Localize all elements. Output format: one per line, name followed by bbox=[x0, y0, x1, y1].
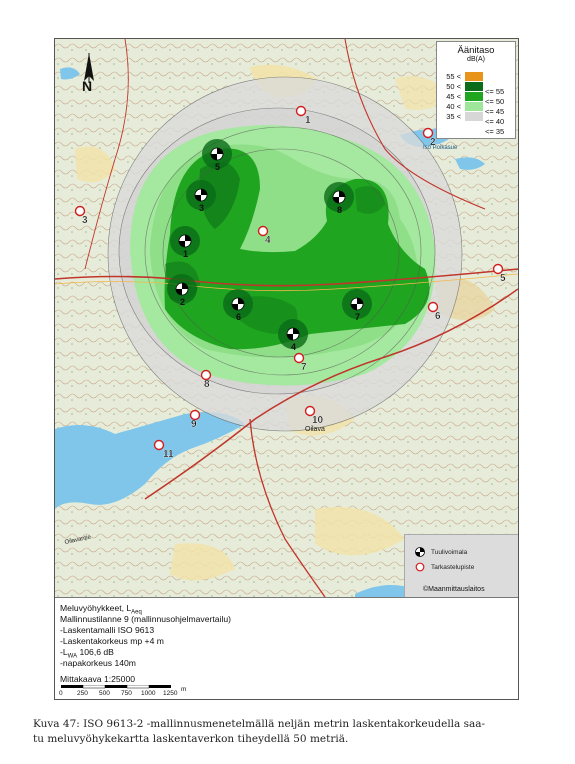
road-label: Oilavantie bbox=[64, 534, 92, 546]
turbine-icon bbox=[415, 547, 425, 557]
turbine-number-label: 4 bbox=[291, 342, 297, 352]
turbine-number-label: 7 bbox=[355, 312, 361, 322]
scale-tick: 0 bbox=[59, 690, 63, 697]
noise-map-figure bbox=[54, 38, 519, 700]
scale-tick: 250 bbox=[77, 690, 88, 697]
info-line: -Laskentamalli ISO 9613 bbox=[60, 625, 155, 635]
observation-point-label: 1 bbox=[305, 115, 311, 126]
town-label: Oilava bbox=[305, 426, 325, 433]
legend-upper: <= 45 bbox=[485, 107, 505, 116]
observation-point-label: 4 bbox=[265, 235, 271, 246]
info-title-sub: Aeq bbox=[131, 609, 142, 616]
caption-line: tu meluvyöhykekartta laskentaverkon tiheydellä 50 metriä. bbox=[33, 733, 349, 745]
scale-tick: 500 bbox=[99, 690, 110, 697]
observation-point-label: 7 bbox=[301, 362, 307, 373]
turbine-number-label: 2 bbox=[180, 297, 186, 307]
info-line: -napakorkeus 140m bbox=[60, 658, 136, 668]
map-info-panel bbox=[55, 597, 518, 700]
info-title-text: Meluvyöhykkeet, L bbox=[60, 603, 132, 613]
legend-upper: <= 40 bbox=[485, 117, 505, 126]
legend-lower: 55 < bbox=[446, 72, 461, 81]
legend-upper: <= 35 bbox=[485, 127, 505, 136]
noise-legend bbox=[436, 41, 516, 139]
legend-row bbox=[441, 92, 513, 106]
turbine-number-label: 3 bbox=[199, 203, 205, 213]
legend-row bbox=[441, 82, 513, 96]
turbine-number-label: 6 bbox=[236, 312, 242, 322]
figure-caption bbox=[33, 717, 553, 747]
legend-swatch bbox=[465, 112, 483, 121]
observation-point-label: 5 bbox=[500, 273, 506, 284]
legend-upper: <= 50 bbox=[485, 97, 505, 106]
info-lwa-prefix: -L bbox=[60, 647, 68, 657]
lake-label: Iso Poikasue bbox=[423, 145, 458, 151]
info-line: -Laskentakorkeus mp +4 m bbox=[60, 636, 164, 646]
legend-lower: 40 < bbox=[446, 102, 461, 111]
legend-upper: <= 55 bbox=[485, 87, 505, 96]
observation-point-label: 6 bbox=[435, 311, 441, 322]
scale-tick: 1000 bbox=[141, 690, 156, 697]
turbine-number-label: 8 bbox=[337, 205, 343, 215]
info-line: Mallinnustilanne 9 (mallinnusohjelmavertailu) bbox=[60, 614, 232, 624]
info-lwa-value: 106,6 dB bbox=[77, 647, 114, 657]
caption-line: Kuva 47: ISO 9613-2 -mallinnusmenetelmällä neljän metrin laskentakorkeudella saa- bbox=[33, 718, 486, 730]
point-label: Tarkastelupiste bbox=[431, 564, 475, 571]
legend-row bbox=[441, 112, 513, 126]
scale-title: Mittakaava 1:25000 bbox=[60, 674, 136, 684]
point-icon bbox=[415, 562, 425, 572]
legend-title: Äänitaso bbox=[457, 45, 495, 56]
scale-tick: 750 bbox=[121, 690, 132, 697]
legend-swatch bbox=[465, 92, 483, 101]
observation-point-label: 3 bbox=[82, 215, 88, 226]
legend-unit: dB(A) bbox=[467, 56, 485, 63]
legend-swatch bbox=[465, 72, 483, 81]
legend-lower: 50 < bbox=[446, 82, 461, 91]
observation-point-label: 9 bbox=[191, 419, 197, 430]
turbine-label: Tuulivoimala bbox=[431, 549, 468, 556]
observation-point-label: 10 bbox=[312, 415, 324, 426]
legend-lower: 35 < bbox=[446, 112, 461, 121]
legend-lower: 45 < bbox=[446, 92, 461, 101]
info-lwa-sub: WA bbox=[67, 653, 78, 660]
observation-point-label: 8 bbox=[204, 379, 210, 390]
copyright-text: ©Maanmittauslaitos bbox=[423, 586, 485, 593]
observation-point-label: 2 bbox=[430, 137, 436, 148]
north-label: N bbox=[82, 78, 93, 94]
legend-swatch bbox=[465, 82, 483, 91]
turbine-number-label: 1 bbox=[183, 249, 189, 259]
scale-tick: 1250 bbox=[163, 690, 178, 697]
turbine-number-label: 5 bbox=[215, 162, 221, 172]
legend-swatch bbox=[465, 102, 483, 111]
scale-unit: m bbox=[181, 686, 187, 693]
legend-row bbox=[441, 102, 513, 116]
legend-row bbox=[441, 122, 513, 136]
legend-row bbox=[441, 72, 513, 82]
observation-point-label: 11 bbox=[163, 449, 174, 460]
